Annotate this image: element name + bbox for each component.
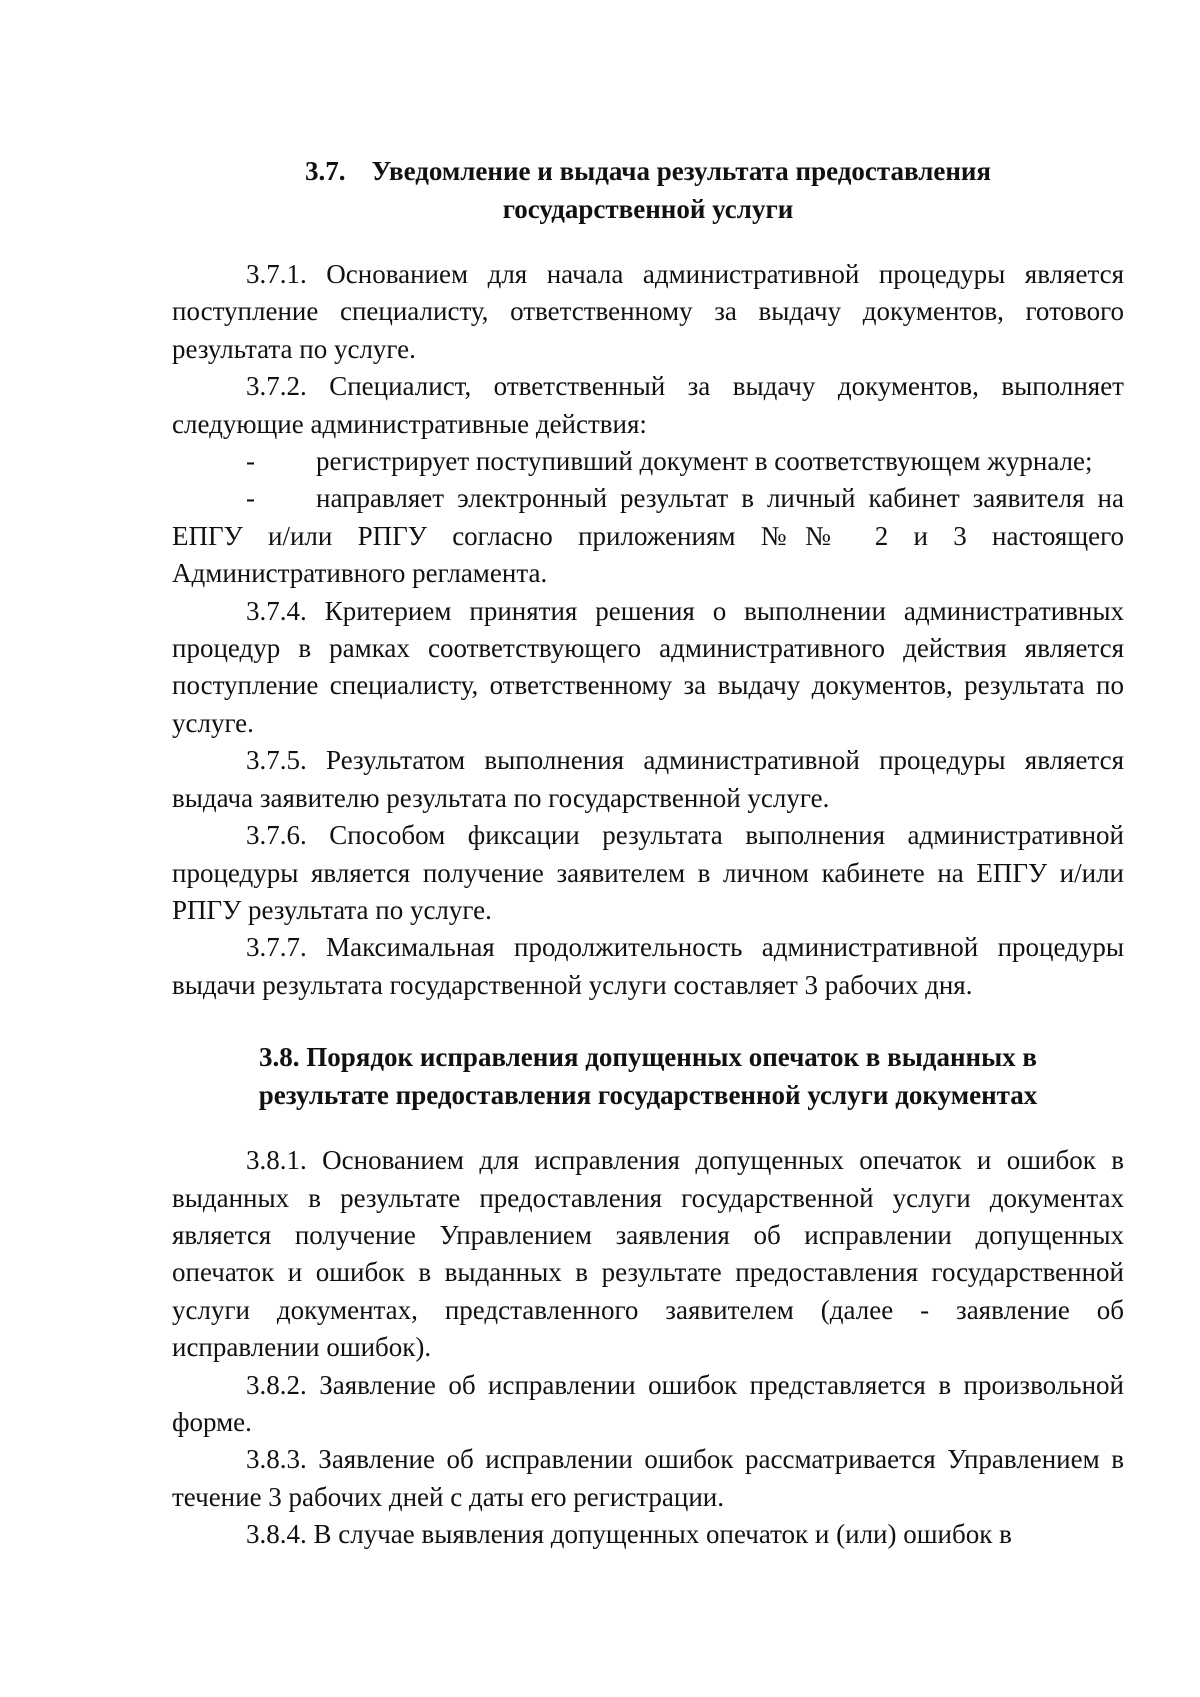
paragraph-3-8-1: 3.8.1. Основанием для исправления допущенных опечаток и ошибок в выданных в результате предоставления государственной услуги документах является получение Управлением заявления об исправлении допущенных опечаток и ошибок в выданных в результате предоставления государственной услуги документах, представленного заявителем (далее - заявление об исправлении ошибок).	[172, 1145, 1124, 1363]
section-3-8-title-line2: результате предоставления государственной услуги документах	[258, 1080, 1038, 1111]
section-3-7-number: 3.7.	[304, 156, 346, 186]
paragraph-3-7-5: 3.7.5. Результатом выполнения административной процедуры является выдача заявителю результата по государственной услуге.	[172, 745, 1124, 813]
section-3-7-heading	[172, 152, 1124, 228]
section-3-7-title-line1: Уведомление и выдача результата предоставления	[371, 156, 992, 186]
bullet-text: направляет электронный результат в личный кабинет заявителя на ЕПГУ и/или РПГУ согласно приложениям №№ 2 и 3 настоящего Административного регламента.	[172, 483, 1124, 589]
paragraph-3-8-2: 3.8.2. Заявление об исправлении ошибок представляется в произвольной форме.	[172, 1369, 1124, 1437]
bullet-dash: -	[246, 446, 255, 477]
paragraph-3-8-4: 3.8.4. В случае выявления допущенных опечаток и (или) ошибок в	[246, 1519, 1012, 1550]
list-item	[172, 480, 1124, 592]
list-item	[172, 443, 1124, 480]
paragraph-3-7-6: 3.7.6. Способом фиксации результата выполнения административной процедуры является получение заявителем в личном кабинете на ЕПГУ и/или РПГУ результата по услуге.	[172, 820, 1124, 925]
bullet-dash: -	[246, 483, 255, 514]
paragraph-3-7-2: 3.7.2. Специалист, ответственный за выдачу документов, выполняет следующие административные действия:	[172, 371, 1124, 439]
section-3-8-title-line1: 3.8. Порядок исправления допущенных опечаток в выданных в	[258, 1042, 1037, 1073]
section-3-8-heading	[172, 1038, 1124, 1114]
paragraph-3-7-4: 3.7.4. Критерием принятия решения о выполнении административных процедур в рамках соответствующего административного действия является поступление специалисту, ответственному за выдачу документов, результата по услуге.	[172, 595, 1124, 738]
paragraph-3-7-7: 3.7.7. Максимальная продолжительность административной процедуры выдачи результата государственной услуги составляет 3 рабочих дня.	[172, 932, 1124, 1000]
bullet-text: регистрирует поступивший документ в соответствующем журнале;	[316, 446, 1093, 477]
paragraph-3-7-1: 3.7.1. Основанием для начала административной процедуры является поступление специалисту, ответственному за выдачу документов, готового результата по услуге.	[172, 259, 1124, 364]
document-page	[172, 152, 1124, 1554]
section-3-7-title-line2: государственной услуги	[502, 194, 794, 224]
paragraph-3-8-3: 3.8.3. Заявление об исправлении ошибок рассматривается Управлением в течение 3 рабочих дней с даты его регистрации.	[172, 1444, 1124, 1512]
